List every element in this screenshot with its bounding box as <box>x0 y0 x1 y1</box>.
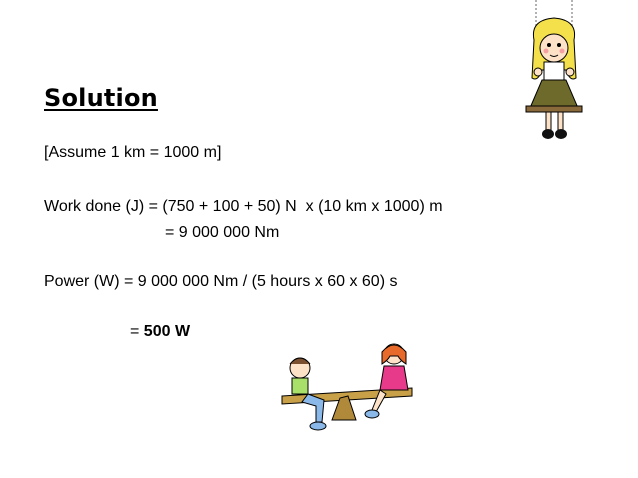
girl-on-swing-icon <box>512 0 592 150</box>
power-result-prefix: = <box>130 323 144 340</box>
slide-title: Solution <box>44 84 158 112</box>
kids-on-seesaw-icon <box>272 338 422 434</box>
power-result-value: 500 W <box>143 323 191 340</box>
work-done-result: = 9 000 000 Nm <box>165 224 280 241</box>
assumption-line: [Assume 1 km = 1000 m] <box>44 144 222 161</box>
power-result-line <box>130 323 190 341</box>
power-line: Power (W) = 9 000 000 Nm / (5 hours x 60 x 60) s <box>44 273 398 290</box>
work-done-line: Work done (J) = (750 + 100 + 50) N x (10 km x 1000) m <box>44 198 443 215</box>
